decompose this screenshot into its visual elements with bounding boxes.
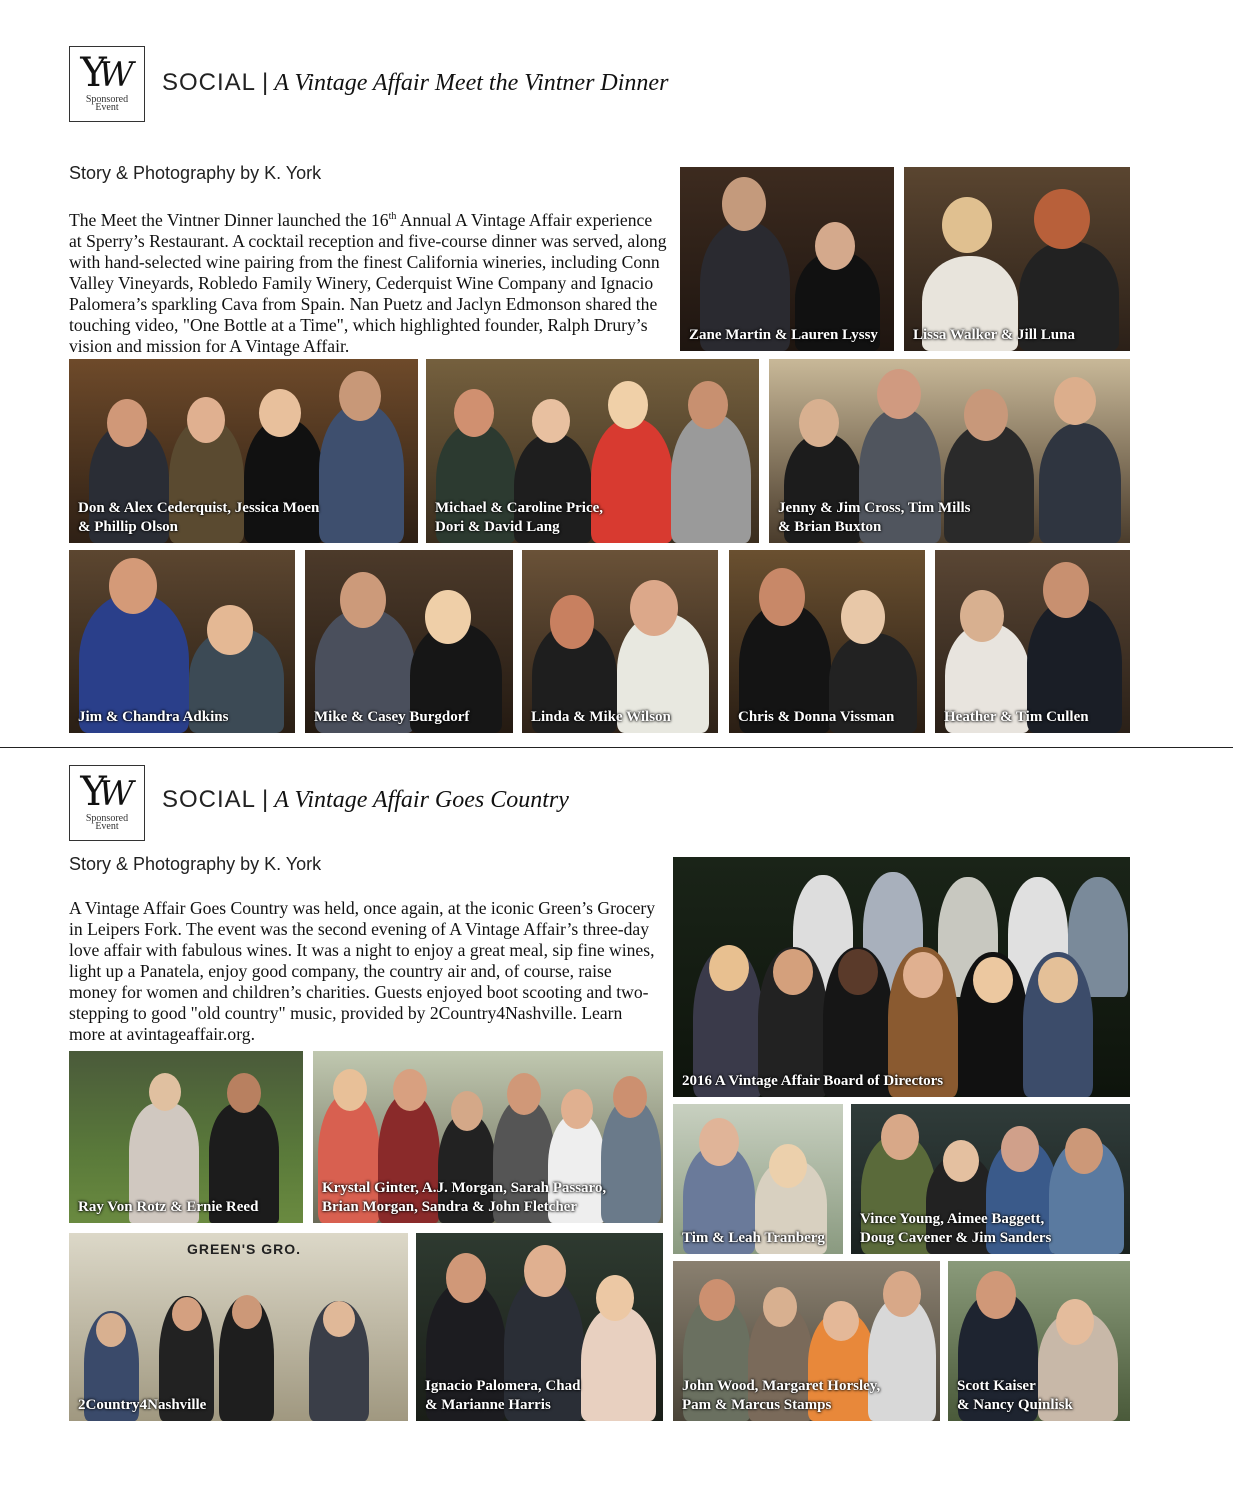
photo-caption: 2Country4Nashville bbox=[78, 1397, 207, 1413]
photo-wood-group bbox=[673, 1261, 940, 1421]
heading-separator: | bbox=[262, 786, 269, 813]
photo-caption: Mike & Casey Burgdorf bbox=[314, 709, 470, 725]
photo-caption: Ignacio Palomera, Chad & Marianne Harris bbox=[425, 1378, 581, 1413]
photo-cullen bbox=[935, 550, 1130, 733]
yw-monogram: YW bbox=[80, 769, 126, 815]
photo-vonrotz-reed bbox=[69, 1051, 303, 1223]
sponsored-event-logo bbox=[69, 765, 145, 841]
story-text: The Meet the Vintner Dinner launched the 16th Annual A Vintage Affair experience at Sperry’s Restaurant. A cocktail reception and five-course dinner was served, along with hand-selected wine pairing from the finest California wineries, including Conn Valley Vineyards, Robledo Family Winery, Cederquist Wine Company and Ignacio Palomera’s sparkling Cava from Spain. Nan Puetz and Jaclyn Edmonson shared the touching video, "One Bottle at a Time", which highlighted founder, Ralph Drury’s vision and mission for A Vintage Affair. bbox=[69, 209, 667, 356]
photo-2country4nashville bbox=[69, 1233, 408, 1421]
photo-caption: Jenny & Jim Cross, Tim Mills & Brian Buxton bbox=[778, 500, 971, 535]
photo-caption: Lissa Walker & Jill Luna bbox=[913, 327, 1075, 343]
photo-wilson bbox=[522, 550, 718, 733]
photo-burgdorf bbox=[305, 550, 513, 733]
photo-caption: Vince Young, Aimee Baggett, Doug Cavener & Jim Sanders bbox=[860, 1211, 1052, 1246]
logo-sub-line2: Event bbox=[95, 102, 119, 113]
greens-grocery-sign: GREEN'S GRO. bbox=[186, 1241, 302, 1257]
photo-caption: Chris & Donna Vissman bbox=[738, 709, 895, 725]
section-title: A Vintage Affair Meet the Vintner Dinner bbox=[274, 70, 669, 96]
photo-palomera-harris bbox=[416, 1233, 663, 1421]
sponsored-event-logo bbox=[69, 46, 145, 122]
byline: Story & Photography by K. York bbox=[69, 854, 322, 874]
photo-caption: Don & Alex Cederquist, Jessica Moen & Phillip Olson bbox=[78, 500, 320, 535]
section-title: A Vintage Affair Goes Country bbox=[274, 787, 569, 813]
section-kicker: SOCIAL bbox=[162, 786, 257, 813]
logo-sub-line2: Event bbox=[95, 821, 119, 832]
section-heading bbox=[162, 69, 668, 97]
photo-caption: Krystal Ginter, A.J. Morgan, Sarah Passaro, Brian Morgan, Sandra & John Fletcher bbox=[322, 1180, 607, 1215]
section-heading bbox=[162, 786, 569, 814]
photo-board-of-directors bbox=[673, 857, 1130, 1097]
photo-tranberg bbox=[673, 1104, 843, 1254]
photo-caption: Michael & Caroline Price, Dori & David Lang bbox=[435, 500, 604, 535]
photo-caption: Tim & Leah Tranberg bbox=[682, 1230, 825, 1246]
photo-vissman bbox=[729, 550, 925, 733]
heading-separator: | bbox=[262, 69, 269, 96]
photo-caption: Scott Kaiser & Nancy Quinlisk bbox=[957, 1378, 1073, 1413]
photo-caption: 2016 A Vintage Affair Board of Directors bbox=[682, 1073, 944, 1089]
photo-caption: Ray Von Rotz & Ernie Reed bbox=[78, 1199, 259, 1215]
byline: Story & Photography by K. York bbox=[69, 163, 322, 183]
photo-cross-mills-buxton bbox=[769, 359, 1130, 543]
photo-zane-lauren bbox=[680, 167, 894, 351]
photo-ginter-group bbox=[313, 1051, 663, 1223]
photo-caption: Jim & Chandra Adkins bbox=[78, 709, 229, 725]
section-kicker: SOCIAL bbox=[162, 69, 257, 96]
photo-caption: John Wood, Margaret Horsley, Pam & Marcus Stamps bbox=[682, 1378, 881, 1413]
logo-sub-line1: Sponsored bbox=[85, 813, 129, 824]
photo-price-lang bbox=[426, 359, 759, 543]
photo-kaiser-quinlisk bbox=[948, 1261, 1130, 1421]
yw-monogram: YW bbox=[80, 50, 126, 96]
photo-caption: Zane Martin & Lauren Lyssy bbox=[689, 327, 878, 343]
logo-sub-line1: Sponsored bbox=[85, 94, 129, 105]
photo-lissa-jill bbox=[904, 167, 1130, 351]
photo-cederquist-group bbox=[69, 359, 418, 543]
photo-young-group bbox=[851, 1104, 1130, 1254]
photo-caption: Heather & Tim Cullen bbox=[944, 709, 1089, 725]
photo-adkins bbox=[69, 550, 295, 733]
section-divider bbox=[0, 747, 1233, 748]
photo-caption: Linda & Mike Wilson bbox=[531, 709, 671, 725]
story-text: A Vintage Affair Goes Country was held, once again, at the iconic Green’s Grocery in Leipers Fork. The event was the second evening of A Vintage Affair’s three-day love affair with fabulous wines. It was a night to enjoy a great meal, sip fine wines, light up a Panatela, enjoy good company, the country air and, of course, raise money for women and children’s charities. Guests enjoyed boot scooting and two-stepping to good "old country" music, provided by 2Country4Nashville. Learn more at avintageaffair.org. bbox=[69, 898, 656, 1044]
